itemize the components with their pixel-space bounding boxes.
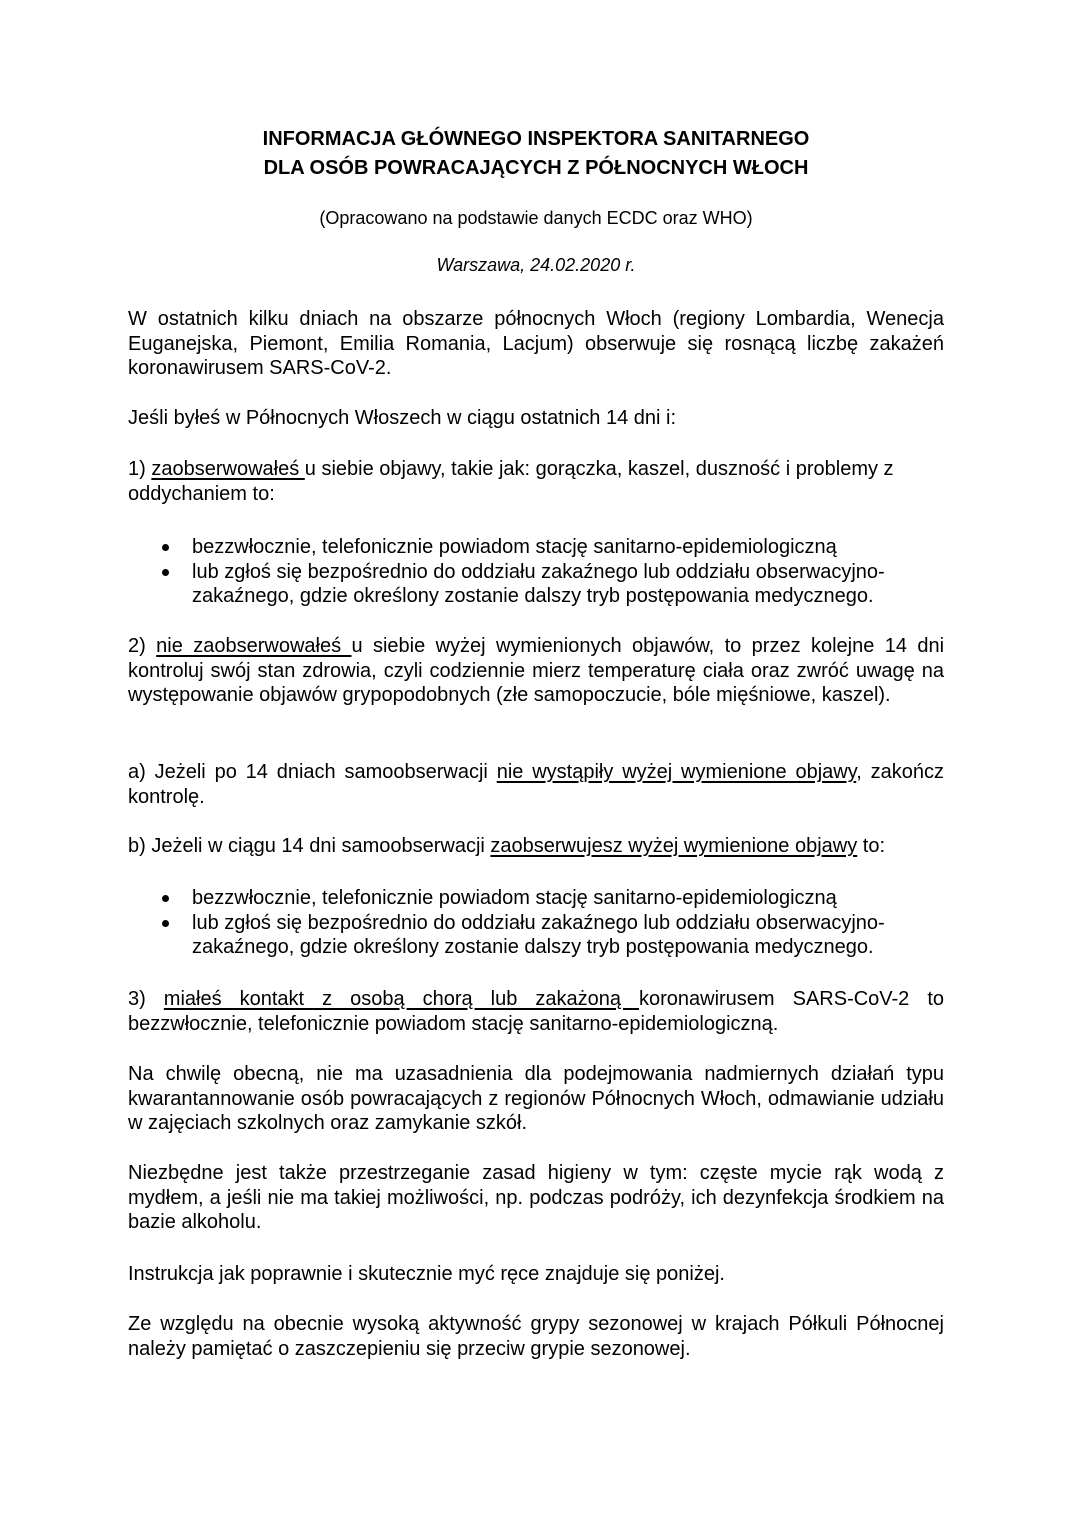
list-item-text: lub zgłoś się bezpośrednio do oddziału zakaźnego lub oddziału obserwacyjno-zakaźnego, gdzie określony zostanie dalszy tryb postępowania medycznego. <box>192 560 885 607</box>
case-2b-prefix: b) Jeżeli w ciągu 14 dni samoobserwacji <box>128 835 491 857</box>
quarantine-paragraph: Na chwilę obecną, nie ma uzasadnienia dla podejmowania nadmiernych działań typu kwarantannowanie osób powracających z regionów Północnych Włoch, odmawianie udziału w zajęciach szkolnych oraz zamykanie szkół. <box>128 1063 944 1134</box>
case-1-rest: u siebie objawy, takie jak: gorączka, kaszel, duszność i problemy z oddychaniem to: <box>128 458 894 505</box>
case-2b-paragraph <box>128 834 944 859</box>
case-2b-underlined: zaobserwujesz wyżej wymienione objawy <box>490 835 858 857</box>
document-title-line-2: DLA OSÓB POWRACAJĄCYCH Z PÓŁNOCNYCH WŁOCH <box>263 157 809 179</box>
flu-paragraph: Ze względu na obecnie wysoką aktywność grypy sezonowej w krajach Półkuli Północnej należy pamiętać o zaszczepieniu się przeciw grypie sezonowej. <box>128 1313 944 1360</box>
list-item <box>128 560 944 609</box>
case-3-paragraph <box>128 987 944 1036</box>
document-date: Warszawa, 24.02.2020 r. <box>436 255 636 275</box>
case-2-paragraph <box>128 634 944 708</box>
bullet-icon <box>162 569 169 576</box>
case-2-underlined: nie zaobserwowałeś <box>156 635 352 657</box>
list-item-text: lub zgłoś się bezpośrednio do oddziału zakaźnego lub oddziału obserwacyjno-zakaźnego, gdzie określony zostanie dalszy tryb postępowania medycznego. <box>192 911 885 958</box>
list-item <box>128 911 944 960</box>
case-1-paragraph <box>128 457 944 506</box>
bullet-icon <box>162 920 169 927</box>
case-2a-underlined: nie wystąpiły wyżej wymienione objawy <box>496 761 857 783</box>
case-1-prefix: 1) <box>128 458 152 480</box>
case-2-rest: u siebie wyżej wymienionych objawów, to przez kolejne 14 dni kontroluj swój stan zdrowia, czyli codziennie mierz temperaturę ciała oraz zwróć uwagę na występowanie objawów grypopodobnych (złe samopoczucie, bóle mięśniowe, kaszel). <box>128 635 945 706</box>
list-item-text: bezzwłocznie, telefonicznie powiadom stację sanitarno-epidemiologiczną <box>192 536 837 558</box>
case-2a-prefix: a) Jeżeli po 14 dniach samoobserwacji <box>128 761 497 783</box>
list-item <box>128 886 944 911</box>
case-2a-rest: , zakończ kontrolę. <box>128 761 945 808</box>
list-item <box>128 535 944 560</box>
condition-paragraph: Jeśli byłeś w Północnych Włoszech w ciągu ostatnich 14 dni i: <box>128 407 677 429</box>
list-item-text: bezzwłocznie, telefonicznie powiadom stację sanitarno-epidemiologiczną <box>192 887 837 909</box>
bullet-icon <box>162 544 169 551</box>
case-3-prefix: 3) <box>128 988 164 1010</box>
document-title-line-1: INFORMACJA GŁÓWNEGO INSPEKTORA SANITARNEGO <box>262 128 810 150</box>
case-2a-paragraph <box>128 760 944 809</box>
case-3-underlined: miałeś kontakt z osobą chorą lub zakażoną <box>163 988 639 1010</box>
document-subtitle: (Opracowano na podstawie danych ECDC oraz WHO) <box>319 208 753 228</box>
case-2b-rest: to: <box>857 835 886 857</box>
document-page <box>128 0 944 1516</box>
instruction-paragraph: Instrukcja jak poprawnie i skutecznie myć ręce znajduje się poniżej. <box>128 1263 725 1285</box>
hygiene-paragraph: Niezbędne jest także przestrzeganie zasad higieny w tym: częste mycie rąk wodą z mydłem, a jeśli nie ma takiej możliwości, np. podczas podróży, ich dezynfekcja środkiem na bazie alkoholu. <box>128 1162 944 1233</box>
case-2-prefix: 2) <box>128 635 157 657</box>
case-1-underlined: zaobserwowałeś <box>151 458 305 480</box>
case-3-rest: koronawirusem SARS-CoV-2 to bezzwłocznie, telefonicznie powiadom stację sanitarno-epidemiologiczną. <box>128 988 945 1035</box>
bullet-list-1 <box>128 535 944 609</box>
intro-paragraph: W ostatnich kilku dniach na obszarze północnych Włoch (regiony Lombardia, Wenecja Euganejska, Piemont, Emilia Romania, Lacjum) obserwuje się rosnącą liczbę zakażeń koronawirusem SARS-CoV-2. <box>128 308 944 379</box>
bullet-list-2 <box>128 886 944 960</box>
bullet-icon <box>162 895 169 902</box>
